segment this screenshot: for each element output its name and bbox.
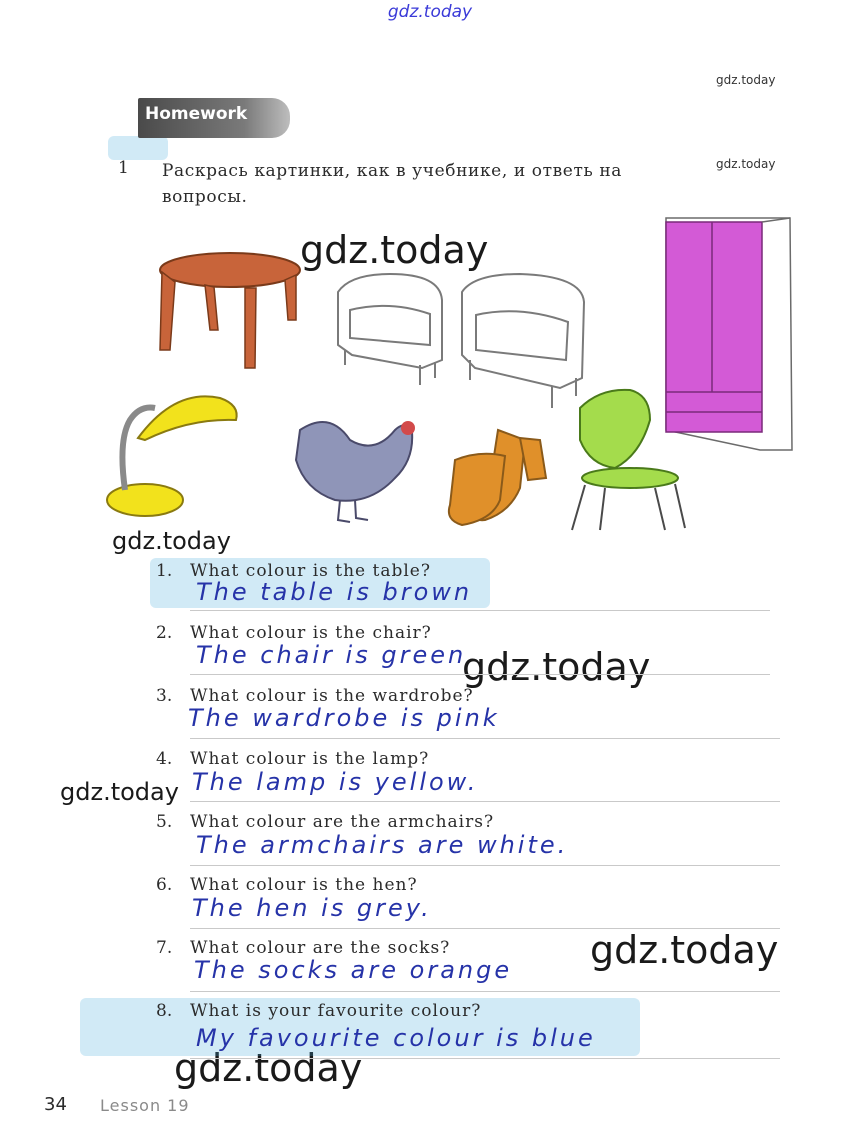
question-number: 4. (156, 749, 173, 769)
coloured-pictures (0, 0, 860, 540)
answer-line (190, 865, 780, 866)
answer-text: The armchairs are white. (196, 831, 569, 859)
watermark-top: gdz.today (387, 2, 473, 22)
answer-line (190, 738, 780, 739)
answer-line (190, 1058, 780, 1059)
watermark: gdz.today (462, 645, 651, 689)
question-number: 8. (156, 1001, 173, 1021)
question-number: 7. (156, 938, 173, 958)
answer-line (190, 610, 770, 611)
armchair-picture (462, 274, 584, 408)
page-number: 34 (44, 1094, 67, 1115)
answer-line (190, 928, 780, 929)
question-number: 5. (156, 812, 173, 832)
answer-text: The chair is green (196, 641, 467, 669)
socks-picture (449, 430, 546, 525)
question-text: What colour is the lamp? (190, 749, 430, 769)
answer-line (190, 991, 780, 992)
wardrobe-picture (666, 218, 792, 450)
homework-badge-label: Homework (145, 104, 248, 124)
task-instruction: Раскрась картинки, как в учебнике, и ответь на вопросы. (162, 161, 622, 207)
table-picture (160, 253, 300, 368)
question-text: What colour is the table? (190, 561, 431, 581)
armchair-picture (338, 274, 442, 385)
question-text: What colour is the wardrobe? (190, 686, 474, 706)
answer-text: The lamp is yellow. (192, 768, 479, 796)
watermark: gdz.today (300, 228, 489, 272)
watermark: gdz.today (590, 928, 779, 972)
lamp-picture (107, 396, 237, 516)
question-text: What colour is the chair? (190, 623, 432, 643)
watermark: gdz.today (716, 73, 776, 87)
watermark: gdz.today (112, 527, 231, 555)
answer-text: The table is brown (196, 578, 473, 606)
answer-text: The socks are orange (194, 956, 513, 984)
answer-text: The wardrobe is pink (188, 704, 500, 732)
question-text: What colour are the socks? (190, 938, 451, 958)
question-number: 6. (156, 875, 173, 895)
question-text: What is your favourite colour? (190, 1001, 482, 1021)
hen-picture (296, 421, 415, 522)
answer-text: The hen is grey. (192, 894, 432, 922)
answer-line (190, 801, 780, 802)
question-number: 2. (156, 623, 173, 643)
watermark: gdz.today (716, 157, 776, 171)
question-text: What colour is the hen? (190, 875, 418, 895)
answer-line (190, 674, 770, 675)
watermark: gdz.today (174, 1046, 363, 1090)
question-number: 1. (156, 561, 173, 581)
watermark: gdz.today (60, 778, 179, 806)
task-number: 1 (118, 158, 129, 178)
question-text: What colour are the armchairs? (190, 812, 495, 832)
lesson-label: Lesson 19 (100, 1096, 190, 1115)
question-number: 3. (156, 686, 173, 706)
answer-text: My favourite colour is blue (196, 1024, 596, 1052)
